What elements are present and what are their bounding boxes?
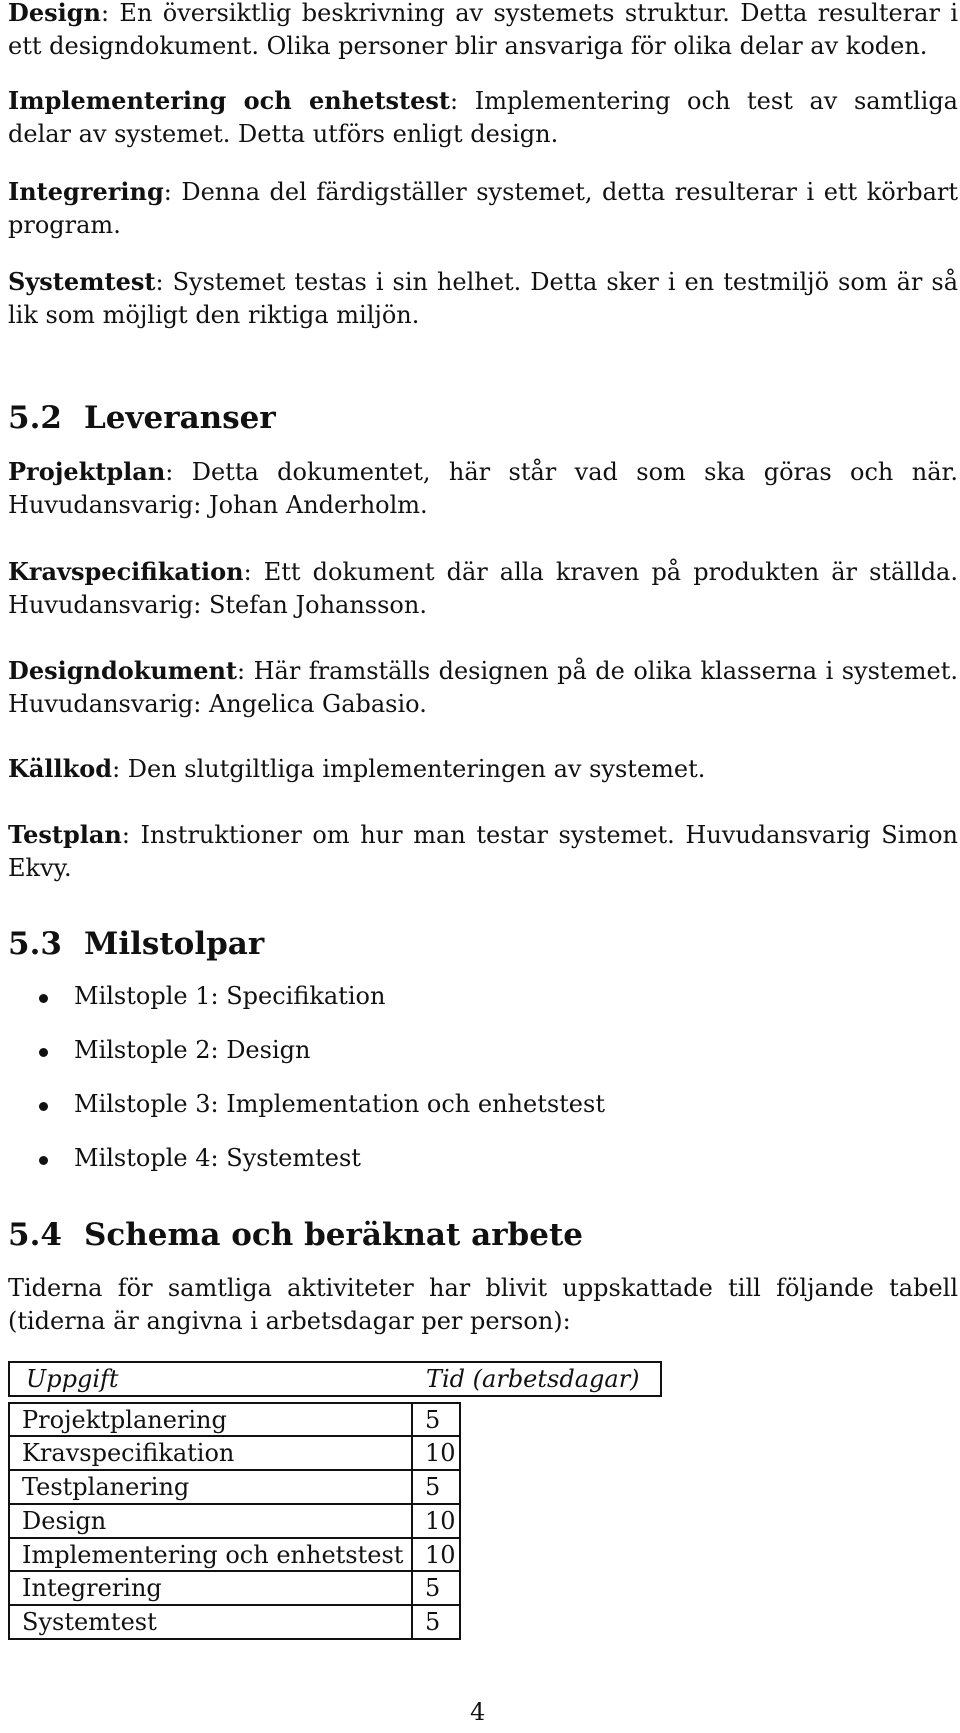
term-systemtest: Systemtest (8, 267, 156, 296)
term-integrering: Integrering (8, 177, 164, 206)
table-cell-time: 10 (425, 1541, 456, 1569)
section-heading-schema (8, 1215, 583, 1255)
table-rule (8, 1604, 461, 1606)
deliverable-term: Projektplan (8, 457, 166, 486)
deliverable-term: Kravspecifikation (8, 557, 244, 586)
paragraph-systemtest (8, 265, 958, 332)
table-cell-time: 5 (425, 1473, 441, 1501)
term-implementering: Implementering och enhetstest (8, 86, 451, 115)
table-rule (8, 1503, 461, 1505)
term-design: Design (8, 0, 101, 27)
table-rule (8, 1395, 662, 1397)
table-rule (660, 1361, 662, 1397)
table-rule (8, 1361, 662, 1363)
task-time-table (8, 1361, 668, 1636)
table-rule (8, 1402, 10, 1640)
bullet-icon (39, 1048, 48, 1057)
milestone-item: Milstople 2: Design (8, 1034, 908, 1067)
table-cell-time: 5 (425, 1608, 441, 1636)
deliverable-text: : Instruktioner om hur man testar systemet. Huvudansvarig Simon Ekvy. (8, 821, 958, 882)
deliverable-term: Källkod (8, 754, 113, 783)
deliverable-text: : Här framställs designen på de olika klasserna i systemet. Huvudansvarig: Angelica Gabasio. (8, 657, 958, 718)
table-rule (8, 1638, 461, 1640)
deliverable-term: Designdokument (8, 656, 238, 685)
table-cell-task: Design (22, 1507, 107, 1535)
table-rule (8, 1361, 10, 1397)
section-number: 5.3 (8, 926, 62, 962)
table-cell-task: Systemtest (22, 1608, 157, 1636)
table-cell-time: 5 (425, 1574, 441, 1602)
section-heading-leveranser (8, 398, 276, 438)
paragraph-integrering (8, 175, 958, 242)
definition-design: : En översiktlig beskrivning av systemets struktur. Detta resulterar i ett designdokument. Olika personer blir ansvariga för olika delar av koden. (8, 0, 958, 60)
table-rule (8, 1570, 461, 1572)
bullet-icon (39, 1156, 48, 1165)
bullet-icon (39, 1102, 48, 1111)
deliverable-testplan (8, 818, 958, 885)
deliverable-kravspecifikation (8, 555, 958, 622)
section-number: 5.2 (8, 400, 62, 436)
table-cell-time: 10 (425, 1439, 456, 1467)
definition-implementering: : Implementering och test av samtliga delar av systemet. Detta utförs enligt design. (8, 87, 958, 148)
table-cell-task: Integrering (22, 1574, 162, 1602)
table-cell-task: Testplanering (22, 1473, 190, 1501)
deliverable-text: : Detta dokumentet, här står vad som ska göras och när. Huvudansvarig: Johan Anderholm. (8, 458, 958, 519)
milestone-item: Milstople 4: Systemtest (8, 1142, 908, 1175)
deliverable-term: Testplan (8, 820, 122, 849)
table-rule (8, 1469, 461, 1471)
table-header-task: Uppgift (26, 1365, 119, 1393)
table-cell-task: Projektplanering (22, 1406, 227, 1434)
milestone-list (8, 980, 908, 1175)
deliverable-projektplan (8, 455, 958, 522)
section-heading-milstolpar (8, 924, 264, 964)
table-rule (8, 1435, 461, 1437)
paragraph-design (8, 0, 958, 63)
table-header-time: Tid (arbetsdagar) (426, 1365, 640, 1393)
table-cell-task: Implementering och enhetstest (22, 1541, 404, 1569)
section-number: 5.4 (8, 1217, 62, 1253)
table-rule (8, 1402, 461, 1404)
paragraph-implementering (8, 84, 958, 151)
deliverable-text: : Den slutgiltliga implementeringen av systemet. (112, 755, 706, 783)
deliverable-text: : Ett dokument där alla kraven på produkten är ställda. Huvudansvarig: Stefan Johansson. (8, 558, 958, 619)
table-rule (411, 1402, 413, 1640)
definition-integrering: : Denna del färdigställer systemet, detta resulterar i ett körbart program. (8, 178, 958, 239)
section-title: Leveranser (84, 400, 276, 436)
deliverable-kallkod (8, 752, 958, 786)
table-cell-time: 5 (425, 1406, 441, 1434)
bullet-icon (39, 994, 48, 1003)
table-cell-task: Kravspecifikation (22, 1439, 235, 1467)
page-number: 4 (470, 1698, 486, 1726)
table-cell-time: 10 (425, 1507, 456, 1535)
deliverable-designdokument (8, 654, 958, 721)
section-title: Milstolpar (84, 926, 265, 962)
milestone-item: Milstople 1: Specifikation (8, 980, 908, 1013)
schema-intro: Tiderna för samtliga aktiviteter har blivit uppskattade till följande tabell (tiderna är angivna i arbetsdagar per person): (8, 1274, 958, 1335)
definition-systemtest: : Systemet testas i sin helhet. Detta sker i en testmiljö som är så lik som möjligt den riktiga miljön. (8, 268, 958, 329)
milestone-item: Milstople 3: Implementation och enhetstest (8, 1088, 908, 1121)
table-rule (8, 1537, 461, 1539)
section-title: Schema och beräknat arbete (84, 1217, 583, 1253)
table-rule (459, 1402, 461, 1640)
